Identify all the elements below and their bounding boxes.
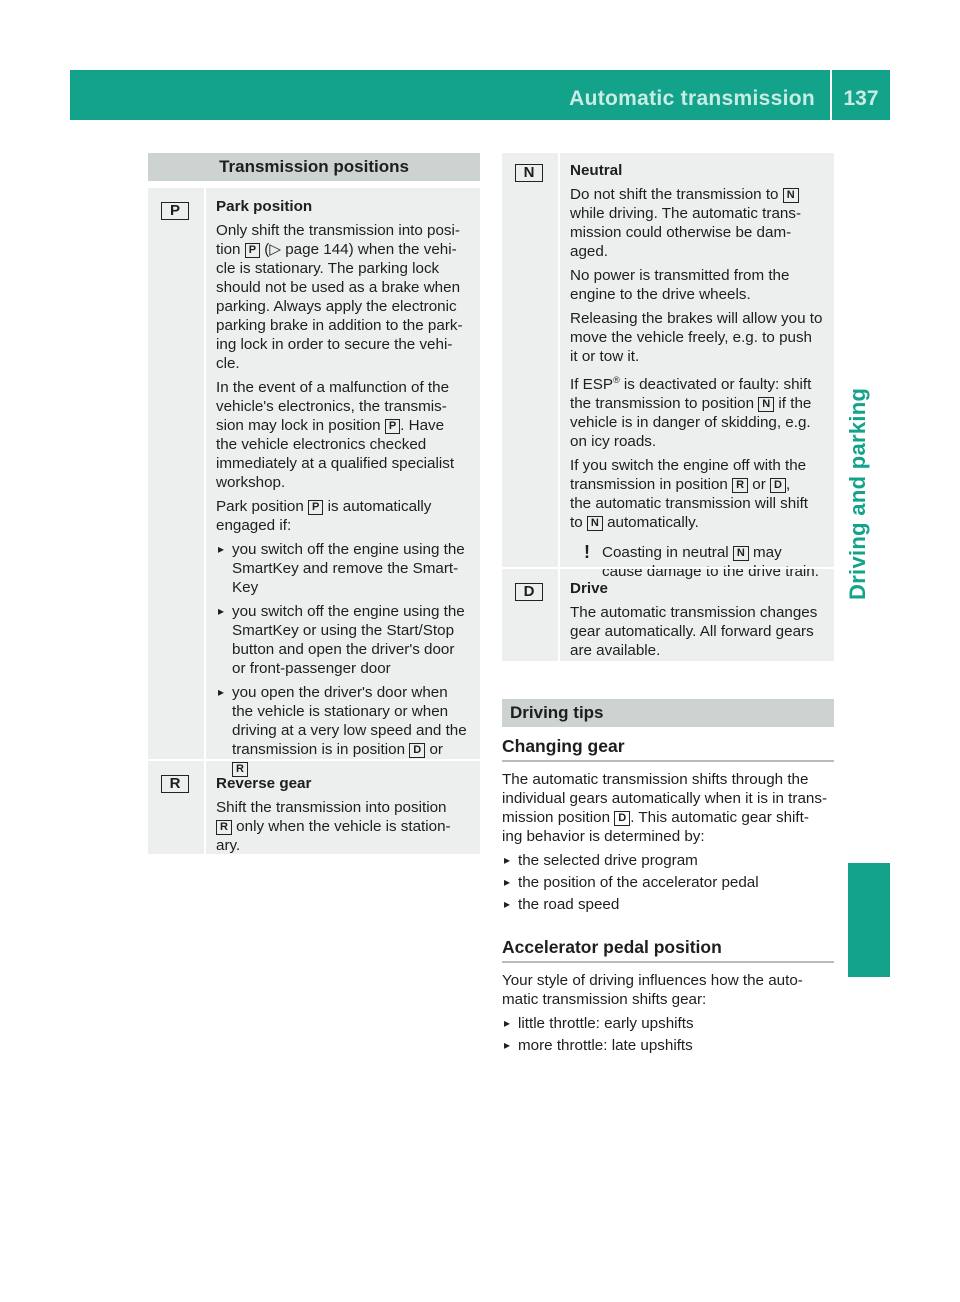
list-item: ▸ you open the driver's door when the vehicle is stationary or when driving at a very low speed and the transmission is in position D or R: [216, 683, 474, 778]
paragraph: Releasing the brakes will allow you to move the vehicle freely, e.g. to push it or tow it.: [570, 310, 823, 365]
paragraph: If you switch the engine off with the transmission in position R or D , the automatic transmission will shift to N automatically.: [570, 457, 809, 532]
list-item: ▸ you switch off the engine using the SmartKey or using the Start/Stop button and open the driver's door or front-passenger door: [216, 602, 474, 678]
d-key-symbol: D: [515, 583, 543, 601]
paragraph: Park position P is automatically engaged if:: [216, 498, 432, 534]
list-item: ▸ the selected drive program: [502, 851, 838, 870]
page-header: [70, 70, 890, 120]
paragraph: Do not shift the transmission to N while driving. The automatic trans- mission could otherwise be dam- aged.: [570, 186, 802, 260]
row-title: Neutral: [570, 162, 623, 179]
paragraph: Shift the transmission into position R only when the vehicle is station- ary.: [216, 799, 451, 854]
chapter-title: Automatic transmission: [569, 87, 815, 110]
warning-note: ! Coasting in neutral N may cause damage to the drive train.: [570, 543, 828, 581]
r-key-symbol: R: [161, 775, 189, 793]
paragraph: If ESP® is deactivated or faulty: shift the transmission to position N if the vehicle is in danger of skidding, e.g. on icy roads.: [570, 375, 812, 451]
section-band-driving-tips: Driving tips: [502, 699, 834, 727]
row-title: Drive: [570, 580, 608, 597]
warning-icon: !: [584, 542, 590, 563]
list-item: ▸ little throttle: early upshifts: [502, 1014, 838, 1033]
transmission-table-right: [502, 153, 834, 661]
paragraph: Only shift the transmission into posi- tion P (▷ page 144) when the vehi- cle is stationary. The parking lock should not be used as a brake when parking. Always apply the electronic parking brake in addition to the park- ing lock in order to secure the vehi- cle.: [216, 222, 463, 372]
list-item: ▸ the position of the accelerator pedal: [502, 873, 838, 892]
table-row-park: [148, 188, 480, 775]
heading-changing-gear: Changing gear: [502, 736, 625, 756]
list-item: ▸ the road speed: [502, 895, 838, 914]
heading-rule: [502, 961, 834, 963]
transmission-table-left: [148, 188, 480, 854]
changing-gear-body: [502, 770, 838, 914]
heading-accelerator-pedal: Accelerator pedal position: [502, 937, 722, 957]
row-title: Park position: [216, 198, 313, 215]
table-row-reverse: [148, 759, 480, 854]
paragraph: In the event of a malfunction of the vehicle's electronics, the transmis- sion may lock in position P . Have the vehicle electronics checked immediately at a qualified specialist workshop.: [216, 379, 455, 491]
paragraph: No power is transmitted from the engine to the drive wheels.: [570, 267, 790, 303]
paragraph: The automatic transmission changes gear automatically. All forward gears are available.: [570, 604, 818, 659]
section-tab: [848, 863, 890, 977]
row-title: Reverse gear: [216, 775, 312, 792]
p-key-symbol: P: [161, 202, 189, 220]
list-item: ▸ you switch off the engine using the SmartKey and remove the Smart- Key: [216, 540, 474, 597]
page-number: 137: [843, 87, 879, 110]
section-title: Driving and parking: [845, 387, 870, 600]
paragraph: The automatic transmission shifts through the individual gears automatically when it is in trans- mission position D . This automatic gear shift- ing behavior is determined by:: [502, 771, 827, 845]
list-item: ▸ more throttle: late upshifts: [502, 1036, 838, 1055]
accelerator-pedal-body: [502, 971, 838, 1055]
heading-rule: [502, 760, 834, 762]
table-row-neutral: [502, 153, 834, 581]
table-row-drive: [502, 567, 834, 661]
n-key-symbol: N: [515, 164, 543, 182]
section-band-transmission-positions: Transmission positions: [148, 153, 480, 181]
paragraph: Your style of driving influences how the auto- matic transmission shifts gear:: [502, 972, 803, 1008]
